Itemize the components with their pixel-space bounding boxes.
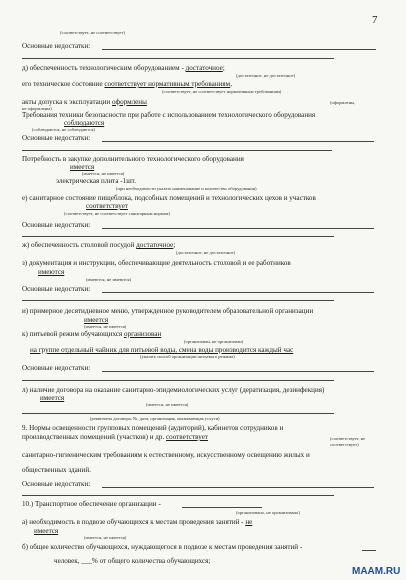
label-shortcomings: Основные недостатки: [22,480,91,488]
blank-line [102,487,374,488]
hint-sufficient: (достаточное, не достаточное) [176,250,236,255]
blank-line [182,507,262,508]
label-shortcomings: Основные недостатки: [22,134,91,142]
label-shortcomings: Основные недостатки: [22,221,91,229]
hint-exist: (имеются, не имеются) [86,277,131,282]
hint-contract-details: (реквизиты договора, №, дата, организация, оказывающая услуги) [90,416,220,421]
transport-count-line: человек, ___% от общего количества обучающихся; [54,557,211,565]
value-admission: оформлены [112,98,147,106]
blank-line [22,150,332,151]
hint-conforms-cont: соответствует) [330,442,359,447]
blank-line [102,292,374,293]
hint-conforms: (соответствует, не [330,436,366,441]
item-zh-dishes: ж) обеспеченность столовой посудой достаточное; [22,241,176,249]
value-contract: имеется [40,394,65,402]
item-z-documents: з) документация и инструкции, обеспечивающие деятельность столовой и ее работников [22,259,291,267]
item-d-equipment: д) обеспеченность технологическим оборудованием - достаточное; [22,64,225,72]
blank-line [362,550,376,551]
value-drinking: организован [123,330,162,338]
value-purchase-need: имеется [70,163,95,171]
value-transport-need-cont: имеется [34,527,59,535]
item-a-transport-need: а) необходимость в подвозе обучающихся к местам проведения занятий - не [22,518,253,526]
hint-sanitary: (соответствует, не соответствует санитарным нормам) [64,211,170,216]
blank-line [22,413,334,414]
blank-line [22,495,334,496]
tech-condition: его техническое состояние соответствует нормативным требованиям, [22,80,232,88]
safety-requirements: Требования техники безопасности при работе с использованием технологического оборудования [22,111,316,119]
value-drinking-method: на группе отдельный чайник для питьевой воды, смена воды производится каждый час [30,346,294,354]
value-transport-need: не [245,518,253,526]
blank-line [22,380,334,381]
value-equipment-list: электрическая плита -1шт. [56,177,137,185]
value-sanitary: соответствует [86,202,128,210]
hint-formalized: (оформлены, [330,100,356,105]
hint-observed: (соблюдаются, не соблюдаются) [32,127,96,132]
hint-equipment-name: (при необходимости указать наименование и количество оборудования) [116,186,257,191]
value-dishes: достаточное [136,241,174,249]
hint-transport-organized: (организовано, не организовано) [236,510,300,515]
blank-line [102,49,376,50]
section-9-lighting: 9. Нормы освещенности групповых помещений (аудиторий), кабинетов сотрудников и [22,424,284,432]
blank-line [22,300,334,301]
value-equipment: достаточное [185,64,223,72]
blank-line [22,236,334,237]
admission-acts: акты допуска к эксплуатации оформлены [22,98,147,106]
hint-exists: (имеется, не имеется) [82,171,125,176]
item-b-transport-count: б) общее количество обучающихся, нуждающегося в подвозе к местам проведения занятий - [22,543,303,551]
item-i-menu: и) примерное десятидневное меню, утвержденное руководителем образовательной организации [22,307,314,315]
page-number: 7 [372,14,378,26]
hint-not-formalized: не оформлены) [22,106,52,111]
value-documents: имеются [38,268,65,276]
hint-exists: (имеется, не имеется) [84,324,127,329]
lighting-requirements-cont: общественных зданий. [22,466,91,474]
item-e-sanitary: е) санитарное состояние пищеблока, подсобных помещений и технологических цехов и участков [22,194,316,202]
hint-exists: (имеется, не имеется) [84,535,127,540]
value-tech-condition: соответствует нормативным требованиям [104,80,231,88]
purchase-need: Потребность в закупке дополнительного технологического оборудования [22,155,244,163]
blank-line [102,371,374,372]
value-safety: соблюдаются [64,119,105,127]
hint-organized: (организован, не организован) [184,339,244,344]
hint-drinking-method: (указать способ организации питьевого режима) [140,354,235,359]
label-shortcomings: Основные недостатки: [22,364,91,372]
lighting-rooms: производственных помещений (участков) и др. соответствует [22,433,208,441]
lighting-requirements: санитарно-гигиеническим требованиям к естественному, искусственному освещению жилых и [22,451,310,459]
hint-conformity: (соответствует, не соответствует) [60,30,125,35]
label-shortcomings: Основные недостатки: [22,42,91,50]
section-10-transport: 10.) Транспортное обеспечение организации - [22,500,161,508]
value-menu: имеется [84,316,109,324]
site-watermark: MAAM.RU [352,566,401,577]
hint-exists: (имеется, не имеется) [146,402,189,407]
blank-line [102,228,374,229]
value-lighting: соответствует [166,433,208,441]
label-shortcomings: Основные недостатки: [22,285,91,293]
hint-tech-condition: (соответствует, не соответствует нормативным требованиям) [162,89,282,94]
blank-line [102,141,374,142]
hint-sufficient: (достаточное, не достаточное) [236,73,296,78]
item-k-drinking: к) питьевой режим обучающихся организован [22,330,162,338]
blank-line [22,58,334,59]
item-l-contract: л) наличие договора на оказание санитарно-эпидемиологических услуг (дератизация, дезинфекция) [22,386,325,394]
